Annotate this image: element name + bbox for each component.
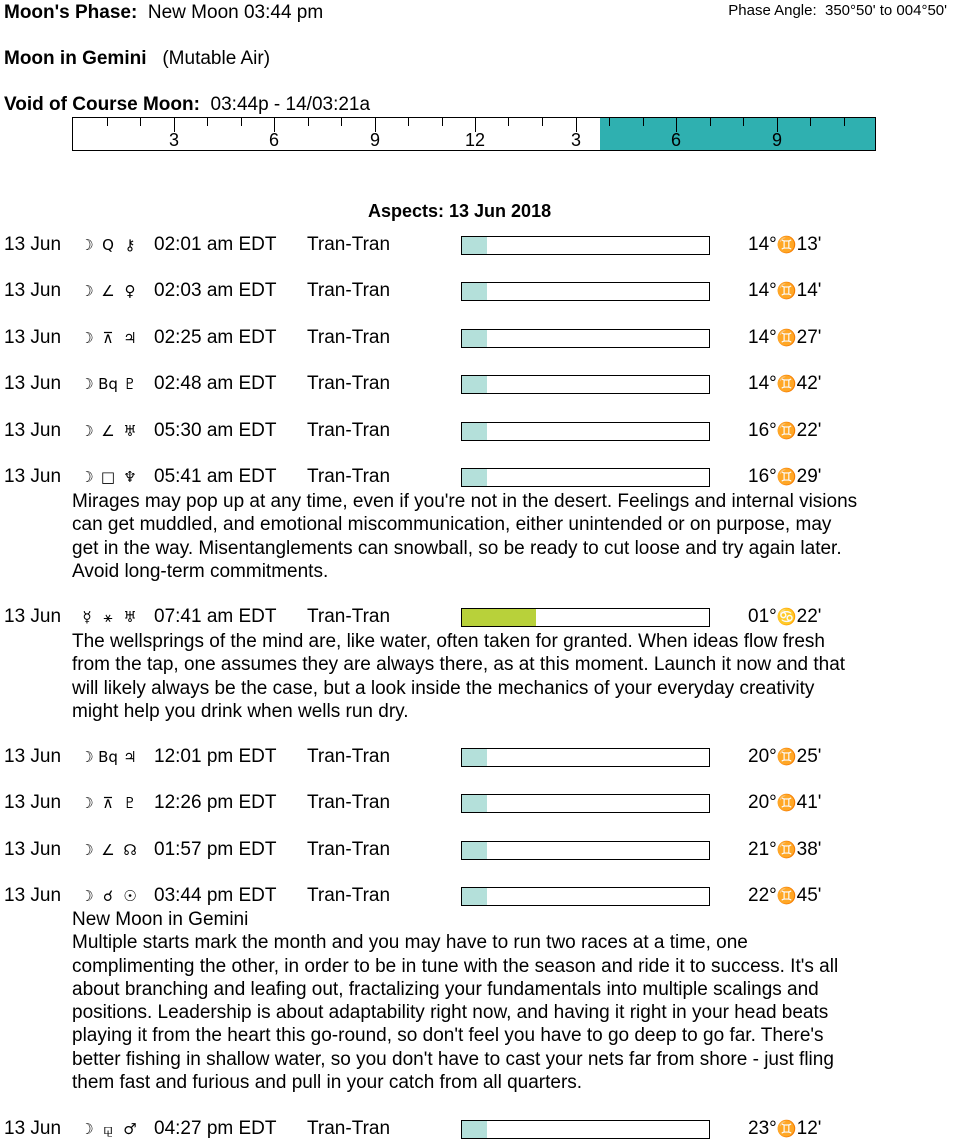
- aspect-strength-fill: [462, 423, 487, 440]
- aspect-glyphs: [77, 1118, 141, 1140]
- aspect-strength-bar: [461, 748, 710, 767]
- aspect-strength-bar: [461, 887, 710, 906]
- moon-phase-label: Moon's Phase:: [4, 2, 138, 23]
- aspect-glyphs: [77, 746, 141, 768]
- position-degrees: 16°: [748, 466, 777, 487]
- aspect-icon: □: [100, 468, 116, 486]
- hour-tick: [207, 118, 208, 126]
- hour-label: 6: [670, 130, 682, 150]
- position-degrees: 01°: [748, 606, 777, 627]
- zodiac-sign-icon: ♊: [776, 886, 797, 905]
- position-minutes: 42': [796, 373, 822, 394]
- aspects-title: Aspects: 13 Jun 2018: [368, 201, 552, 221]
- aspect-type: Tran-Tran: [307, 234, 391, 255]
- hour-tick: [844, 118, 845, 126]
- aspect-position: [748, 1118, 821, 1140]
- aspect-strength-fill: [462, 1121, 487, 1138]
- position-degrees: 16°: [748, 420, 777, 441]
- zodiac-sign-icon: ♊: [776, 328, 797, 347]
- aspect-time: 03:44 pm EDT: [154, 885, 277, 906]
- position-minutes: 45': [796, 885, 822, 906]
- zodiac-sign-icon: ♊: [776, 421, 797, 440]
- aspect-type: Tran-Tran: [307, 373, 391, 394]
- position-minutes: 41': [796, 792, 822, 813]
- aspect-icon: Bq: [98, 748, 118, 766]
- zodiac-sign-icon: ♊: [776, 840, 797, 859]
- hour-tick: [341, 118, 342, 126]
- hour-label: 3: [570, 130, 582, 150]
- description-line: might help you drink when wells run dry.: [72, 700, 409, 722]
- aspect-glyphs: [77, 839, 141, 861]
- aspect-icon: Q: [102, 236, 114, 254]
- aspect-glyphs: [77, 466, 141, 488]
- description-line: Mirages may pop up at any time, even if you're not in the desert. Feelings and internal visions: [72, 491, 858, 512]
- position-degrees: 21°: [748, 839, 777, 860]
- zodiac-sign-icon: ♊: [776, 747, 797, 766]
- aspect-date: 13 Jun: [4, 327, 62, 348]
- aspect-glyphs: [77, 420, 141, 442]
- aspect-type: Tran-Tran: [307, 792, 391, 813]
- aspect-position: [748, 792, 821, 814]
- aspect-strength-fill: [462, 609, 536, 626]
- hour-tick: [810, 118, 811, 126]
- planet-2-icon: ♃: [123, 748, 137, 766]
- aspect-strength-bar: [461, 375, 710, 394]
- aspect-icon: ∠: [101, 841, 115, 859]
- aspect-strength-fill: [462, 283, 487, 300]
- description-line: Avoid long-term commitments.: [72, 560, 329, 582]
- hour-tick: [107, 118, 108, 126]
- aspect-time: 12:01 pm EDT: [154, 746, 277, 767]
- position-minutes: 38': [796, 839, 822, 860]
- hour-label: 12: [464, 130, 486, 150]
- aspect-position: [748, 839, 821, 861]
- planet-2-icon: ♂: [123, 1120, 137, 1138]
- aspect-icon: ☌: [102, 887, 114, 905]
- planet-1-icon: ☽: [80, 468, 94, 486]
- aspect-date: 13 Jun: [4, 1118, 62, 1139]
- planet-1-icon: ☽: [80, 841, 94, 859]
- aspect-time: 04:27 pm EDT: [154, 1118, 277, 1139]
- aspect-position: [748, 327, 821, 349]
- aspect-type: Tran-Tran: [307, 746, 391, 767]
- aspect-date: 13 Jun: [4, 606, 62, 627]
- aspect-position: [748, 606, 821, 628]
- aspect-strength-bar: [461, 329, 710, 348]
- aspect-strength-fill: [462, 469, 487, 486]
- void-of-course-timeline: [72, 117, 876, 151]
- description-line: New Moon in Gemini: [72, 909, 249, 930]
- aspect-time: 05:30 am EDT: [154, 420, 277, 441]
- position-degrees: 20°: [748, 792, 777, 813]
- hour-tick: [408, 118, 409, 126]
- aspect-time: 05:41 am EDT: [154, 466, 277, 487]
- position-minutes: 14': [796, 280, 822, 301]
- phase-angle-label: Phase Angle:: [728, 2, 817, 19]
- aspect-type: Tran-Tran: [307, 466, 391, 487]
- moon-phase-line: [4, 2, 323, 24]
- position-minutes: 22': [796, 606, 822, 627]
- description-line: will likely always be the case, but a look inside the mechanics of your everyday creativity: [72, 677, 815, 699]
- planet-2-icon: ♇: [123, 375, 137, 393]
- zodiac-sign-icon: ♋: [776, 607, 797, 626]
- position-minutes: 13': [796, 234, 822, 255]
- planet-2-icon: ♆: [123, 468, 137, 486]
- aspect-icon: ∠: [101, 282, 115, 300]
- zodiac-sign-icon: ♊: [776, 281, 797, 300]
- aspect-position: [748, 420, 821, 442]
- position-minutes: 12': [796, 1118, 822, 1139]
- planet-2-icon: ♅: [123, 422, 137, 440]
- hour-tick: [542, 118, 543, 126]
- void-of-course-value: 03:44p - 14/03:21a: [210, 94, 371, 115]
- aspect-position: [748, 466, 821, 488]
- planet-1-icon: ☽: [80, 422, 94, 440]
- aspect-strength-bar: [461, 468, 710, 487]
- aspect-type: Tran-Tran: [307, 280, 391, 301]
- planet-2-icon: ♀: [124, 282, 136, 300]
- aspect-time: 12:26 pm EDT: [154, 792, 277, 813]
- aspect-strength-fill: [462, 888, 487, 905]
- aspect-date: 13 Jun: [4, 792, 62, 813]
- position-minutes: 22': [796, 420, 822, 441]
- void-period-fill: [600, 118, 876, 150]
- planet-1-icon: ☽: [80, 748, 94, 766]
- aspect-position: [748, 885, 821, 907]
- aspect-strength-fill: [462, 749, 487, 766]
- aspect-glyphs: [77, 606, 141, 628]
- aspect-type: Tran-Tran: [307, 839, 391, 860]
- planet-2-icon: ♅: [123, 608, 137, 626]
- hour-label: 9: [369, 130, 381, 150]
- aspect-glyphs: [77, 280, 141, 302]
- aspect-glyphs: [77, 234, 141, 256]
- hour-label: 6: [268, 130, 280, 150]
- aspect-description: [72, 630, 952, 723]
- hour-tick: [140, 118, 141, 126]
- position-degrees: 14°: [748, 280, 777, 301]
- aspect-time: 02:25 am EDT: [154, 327, 277, 348]
- zodiac-sign-icon: ♊: [776, 467, 797, 486]
- aspect-strength-bar: [461, 422, 710, 441]
- aspect-type: Tran-Tran: [307, 1118, 391, 1139]
- aspect-strength-bar: [461, 236, 710, 255]
- description-line: better fishing in shallow water, so you don't have to cast your nets far from shore - just fling: [72, 1048, 834, 1070]
- planet-1-icon: ☽: [80, 887, 94, 905]
- void-of-course-label: Void of Course Moon:: [4, 94, 200, 115]
- planet-1-icon: ☽: [80, 375, 94, 393]
- moon-sign-line: [4, 48, 270, 70]
- aspect-date: 13 Jun: [4, 885, 62, 906]
- hour-tick: [308, 118, 309, 126]
- moon-sign-label: Moon in Gemini: [4, 48, 147, 69]
- aspect-strength-bar: [461, 282, 710, 301]
- aspect-strength-fill: [462, 795, 487, 812]
- aspect-icon: Bq: [98, 375, 118, 393]
- aspect-date: 13 Jun: [4, 373, 62, 394]
- aspect-strength-bar: [461, 841, 710, 860]
- hour-tick: [508, 118, 509, 126]
- aspect-strength-fill: [462, 237, 487, 254]
- aspect-description: [72, 908, 952, 1094]
- position-minutes: 25': [796, 746, 822, 767]
- aspect-time: 02:03 am EDT: [154, 280, 277, 301]
- description-line: Multiple starts mark the month and you may have to run two races at a time, one: [72, 932, 748, 954]
- description-line: positions. Leadership is about adaptability right now, and having it right in your head beats: [72, 1002, 829, 1024]
- zodiac-sign-icon: ♊: [776, 1119, 797, 1138]
- hour-tick: [710, 118, 711, 126]
- aspect-date: 13 Jun: [4, 466, 62, 487]
- position-degrees: 20°: [748, 746, 777, 767]
- void-of-course-line: [4, 94, 370, 116]
- aspect-glyphs: [77, 885, 141, 907]
- hour-tick: [442, 118, 443, 126]
- aspect-time: 07:41 am EDT: [154, 606, 277, 627]
- planet-2-icon: ♃: [123, 329, 137, 347]
- moon-phase-value: New Moon 03:44 pm: [147, 2, 324, 23]
- position-degrees: 14°: [748, 234, 777, 255]
- aspect-date: 13 Jun: [4, 280, 62, 301]
- planet-1-icon: ☽: [80, 1120, 94, 1138]
- planet-2-icon: ☊: [123, 841, 137, 859]
- aspect-icon: ⊼: [102, 794, 114, 812]
- description-line: playing it from the heart this go-round, so don't feel you have to go deep to go far. There's: [72, 1025, 824, 1047]
- aspect-strength-bar: [461, 608, 710, 627]
- phase-angle-line: [728, 2, 947, 19]
- aspect-position: [748, 373, 821, 395]
- planet-2-icon: ♇: [123, 794, 137, 812]
- planet-1-icon: ☽: [80, 236, 94, 254]
- aspect-description: [72, 490, 952, 583]
- planet-1-icon: ☽: [80, 794, 94, 812]
- position-degrees: 23°: [748, 1118, 777, 1139]
- description-line: get in the way. Misentanglements can snowball, so be ready to cut loose and try again later.: [72, 537, 842, 559]
- aspect-date: 13 Jun: [4, 839, 62, 860]
- description-line: complimenting the other, in order to be in tune with the season and ride it to success. It's all: [72, 955, 839, 977]
- hour-tick: [743, 118, 744, 126]
- aspect-position: [748, 280, 821, 302]
- planet-1-icon: ☽: [80, 329, 94, 347]
- zodiac-sign-icon: ♊: [776, 374, 797, 393]
- hour-tick: [609, 118, 610, 126]
- hour-tick: [241, 118, 242, 126]
- aspect-time: 01:57 pm EDT: [154, 839, 277, 860]
- aspect-position: [748, 746, 821, 768]
- planet-2-icon: ☉: [123, 887, 137, 905]
- aspect-strength-fill: [462, 376, 487, 393]
- moon-sign-quality: (Mutable Air): [162, 48, 271, 69]
- position-degrees: 14°: [748, 327, 777, 348]
- aspect-date: 13 Jun: [4, 420, 62, 441]
- phase-angle-value: 350°50' to 004°50': [825, 2, 947, 19]
- aspect-strength-bar: [461, 1120, 710, 1139]
- aspect-glyphs: [77, 792, 141, 814]
- aspect-icon: ⊼: [102, 329, 114, 347]
- aspect-time: 02:48 am EDT: [154, 373, 277, 394]
- aspect-strength-bar: [461, 794, 710, 813]
- aspect-strength-fill: [462, 842, 487, 859]
- description-line: The wellsprings of the mind are, like water, often taken for granted. When ideas flow fresh: [72, 631, 825, 652]
- planet-1-icon: ☽: [80, 282, 94, 300]
- aspect-strength-fill: [462, 330, 487, 347]
- hour-label: 9: [771, 130, 783, 150]
- aspect-glyphs: [77, 373, 141, 395]
- aspect-type: Tran-Tran: [307, 885, 391, 906]
- description-line: about branching and leafing out, fractalizing your fundamentals into multiple scalings and: [72, 978, 819, 1000]
- aspect-icon: ⚼: [102, 1120, 114, 1138]
- aspect-type: Tran-Tran: [307, 420, 391, 441]
- position-degrees: 22°: [748, 885, 777, 906]
- aspect-icon: ⚹: [103, 608, 113, 626]
- position-minutes: 27': [796, 327, 822, 348]
- description-line: them fast and furious and pull in your catch from all quarters.: [72, 1072, 583, 1094]
- planet-1-icon: ☿: [82, 608, 92, 626]
- description-line: from the tap, one assumes they are always there, as at this moment. Launch it now and that: [72, 654, 846, 676]
- zodiac-sign-icon: ♊: [776, 793, 797, 812]
- position-degrees: 14°: [748, 373, 777, 394]
- aspect-position: [748, 234, 821, 256]
- aspect-icon: ∠: [101, 422, 115, 440]
- aspect-glyphs: [77, 327, 141, 349]
- hour-tick: [643, 118, 644, 126]
- aspect-type: Tran-Tran: [307, 606, 391, 627]
- description-line: can get muddled, and emotional miscommunication, either unintended or on purpose, may: [72, 514, 832, 536]
- hour-label: 3: [168, 130, 180, 150]
- aspect-date: 13 Jun: [4, 746, 62, 767]
- aspect-type: Tran-Tran: [307, 327, 391, 348]
- position-minutes: 29': [796, 466, 822, 487]
- planet-2-icon: ⚷: [124, 236, 136, 254]
- aspect-date: 13 Jun: [4, 234, 62, 255]
- aspect-time: 02:01 am EDT: [154, 234, 277, 255]
- zodiac-sign-icon: ♊: [776, 235, 797, 254]
